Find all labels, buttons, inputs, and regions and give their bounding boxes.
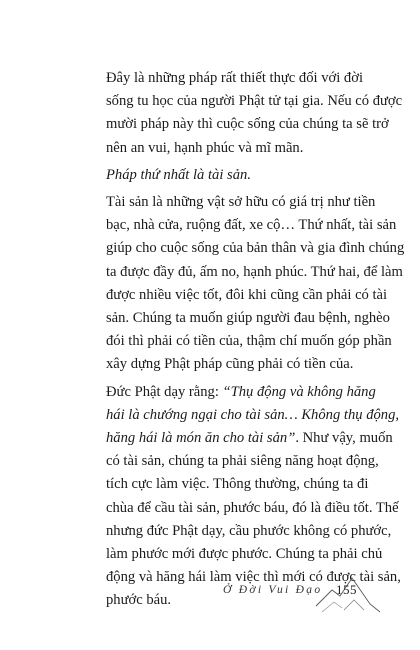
text-line: Tài sản là những vật sở hữu có giá trị như tiền [106,194,376,211]
text-line: động và hăng hái làm việc thì mới có được tài sản, [106,569,401,586]
paragraph [87,67,403,160]
text-line: tích cực làm việc. Thông thường, chúng ta đi [106,476,369,493]
text-line: làm phước mới được phước. Chúng ta phải chủ [106,546,383,563]
quote-text: hái là chướng ngại cho tài sản… Không thụ động, [106,406,400,423]
quote-text: hăng hái là món ăn cho tài sản” [106,430,296,447]
paragraph [87,164,359,187]
text-line: hăng hái là món ăn cho tài sản”. Như vậy, muốn [106,430,393,447]
text-line: nhưng đức Phật dạy, cầu phước không có phước, [106,522,392,539]
text-line: sản. Chúng ta muốn giúp người đau bệnh, nghèo [106,310,390,327]
text-line: có tài sản, chúng ta phải siêng năng hoạt động, [106,453,379,470]
text-line: Pháp thứ nhất là tài sản. [106,166,251,183]
text-line: giúp cho cuộc sống của bản thân và gia đình chúng [106,240,405,257]
quote-text: “Thụ động và không hăng [222,383,376,400]
text-line: chùa để cầu tài sản, phước báu, đó là điều tốt. Thế [106,499,399,516]
text-line: nên an vui, hạnh phúc và mĩ mãn. [106,139,304,156]
text-line: bạc, nhà cửa, ruộng đất, xe cộ… Thứ nhất, tài sản [106,217,397,234]
page-footer [0,576,420,616]
text-line: xây dựng Phật pháp cũng phải có tiền của. [106,356,354,373]
text-line: được nhiều việc tốt, đôi khi cũng cần phải có tài [106,286,388,303]
page-number: 155 [336,582,357,597]
text-line: đói thì phải có tiền của, thậm chí muốn góp phần [106,333,392,350]
text-line: mười pháp này thì cuộc sống của chúng ta sẽ trở [106,116,389,133]
text-line: sống tu học của người Phật tử tại gia. Nếu có được [106,93,403,110]
text-line: Đây là những pháp rất thiết thực đối với đời [106,70,364,86]
text-line: ta được đầy đủ, ấm no, hạnh phúc. Thứ hai, để làm [106,263,403,280]
paragraph [87,191,405,377]
book-title: Ở Đời Vui Đạo [223,584,323,596]
text-line: Đức Phật dạy rằng: “Thụ động và không hăng [106,383,376,400]
text-line: phước báu. [106,592,172,609]
paragraphs [87,67,405,377]
body-text [87,67,405,613]
